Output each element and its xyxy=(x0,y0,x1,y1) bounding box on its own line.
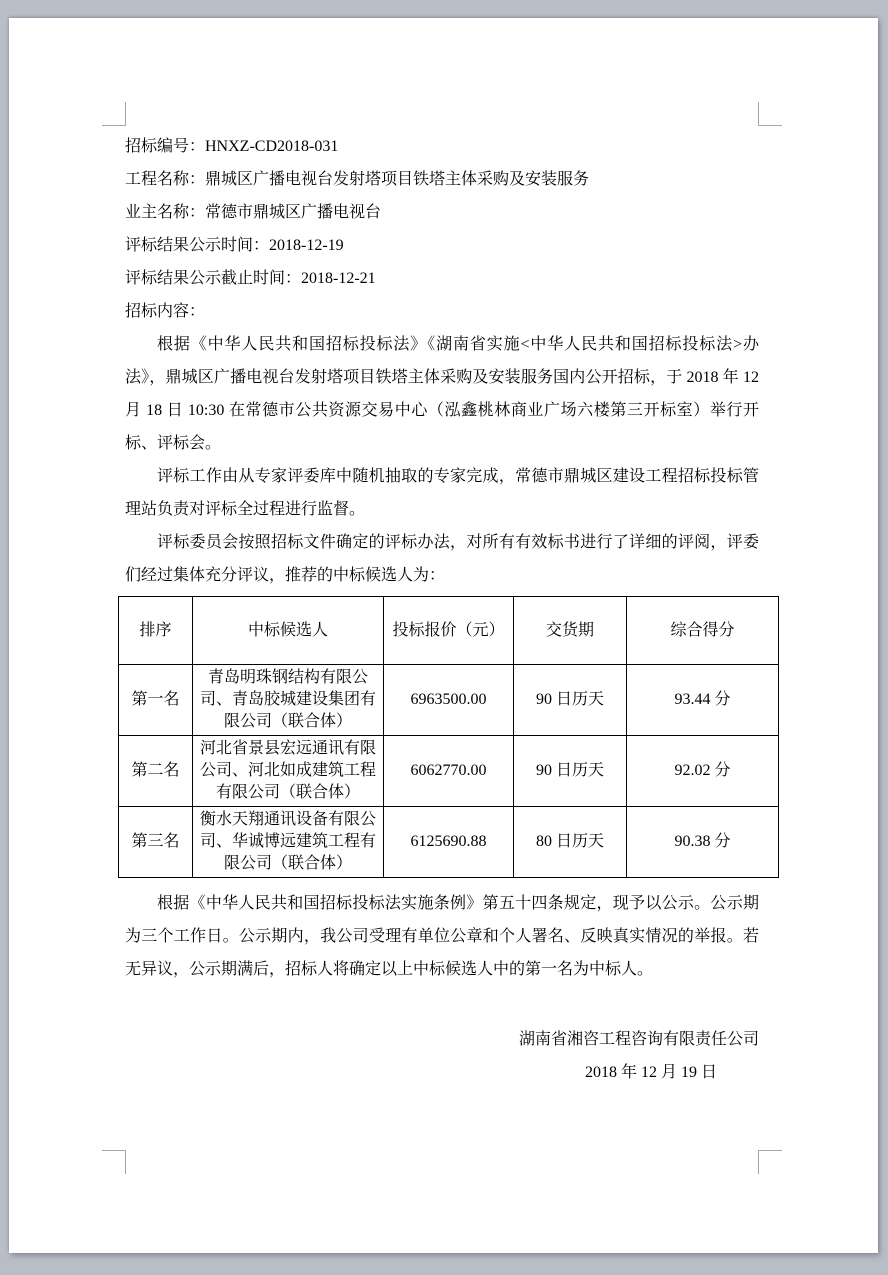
table-row xyxy=(119,736,779,807)
document-page xyxy=(9,18,878,1253)
table-header-bid-price: 投标报价（元） xyxy=(384,597,514,665)
table-cell-rank: 第三名 xyxy=(119,807,193,878)
table-cell-delivery-term: 90 日历天 xyxy=(514,736,627,807)
table-cell-rank: 第二名 xyxy=(119,736,193,807)
table-cell-rank: 第一名 xyxy=(119,665,193,736)
signature-company: 湖南省湘咨工程咨询有限责任公司 xyxy=(518,1031,759,1048)
meta-line-tender-content-label: 招标内容： xyxy=(125,303,206,320)
signature-block xyxy=(125,1023,759,1089)
margin-crop-mark-top-left xyxy=(102,102,126,126)
table-header-rank: 排序 xyxy=(119,597,193,665)
table-cell-score: 92.02 分 xyxy=(627,736,779,807)
table-header-row xyxy=(119,597,779,665)
table-cell-bid-price: 6125690.88 xyxy=(384,807,514,878)
meta-line-publicity-deadline: 评标结果公示截止时间：2018-12-21 xyxy=(125,270,376,287)
margin-crop-mark-bottom-right xyxy=(758,1150,782,1174)
meta-line-publicity-date: 评标结果公示时间：2018-12-19 xyxy=(125,237,344,254)
table-cell-delivery-term: 90 日历天 xyxy=(514,665,627,736)
table-row xyxy=(119,665,779,736)
table-cell-bid-price: 6062770.00 xyxy=(384,736,514,807)
meta-line-owner-name: 业主名称：常德市鼎城区广播电视台 xyxy=(125,204,382,221)
paragraph-publicity-notice: 根据《中华人民共和国招标投标法实施条例》第五十四条规定，现予以公示。公示期为三个工作日。公示期内，我公司受理有单位公章和个人署名、反映真实情况的举报。若无异议，公示期满后，招标人将确定以上中标候选人中的第一名为中标人。 xyxy=(125,895,759,978)
meta-line-tender-number: 招标编号：HNXZ-CD2018-031 xyxy=(125,138,339,155)
margin-crop-mark-top-right xyxy=(758,102,782,126)
meta-line-project-name: 工程名称：鼎城区广播电视台发射塔项目铁塔主体采购及安装服务 xyxy=(125,171,590,188)
margin-crop-mark-bottom-left xyxy=(102,1150,126,1174)
table-cell-delivery-term: 80 日历天 xyxy=(514,807,627,878)
paragraph-candidates-intro: 评标委员会按照招标文件确定的评标办法，对所有有效标书进行了详细的评阅，评委们经过集体充分评议，推荐的中标候选人为： xyxy=(125,534,759,584)
table-cell-candidate: 青岛明珠钢结构有限公司、青岛胶城建设集团有限公司（联合体） xyxy=(193,665,384,736)
table-header-score: 综合得分 xyxy=(627,597,779,665)
bid-candidates-table xyxy=(118,596,779,878)
table-cell-candidate: 衡水天翔通讯设备有限公司、华诚博远建筑工程有限公司（联合体） xyxy=(193,807,384,878)
table-cell-score: 90.38 分 xyxy=(627,807,779,878)
table-row xyxy=(119,807,779,878)
paragraph-opening-bid: 根据《中华人民共和国招标投标法》《湖南省实施<中华人民共和国招标投标法>办法》，鼎城区广播电视台发射塔项目铁塔主体采购及安装服务国内公开招标，于 2018 年 12 月 18 日 10:30 在常德市公共资源交易中心（泓鑫桃林商业广场六楼第三开标室）举行开标、评标会。 xyxy=(125,336,759,452)
table-cell-bid-price: 6963500.00 xyxy=(384,665,514,736)
table-header-candidate: 中标候选人 xyxy=(193,597,384,665)
document-body xyxy=(125,130,759,1089)
paragraph-evaluation-supervision: 评标工作由从专家评委库中随机抽取的专家完成，常德市鼎城区建设工程招标投标管理站负责对评标全过程进行监督。 xyxy=(125,468,759,518)
signature-date: 2018 年 12 月 19 日 xyxy=(584,1064,717,1081)
table-header-delivery-term: 交货期 xyxy=(514,597,627,665)
table-cell-candidate: 河北省景县宏远通讯有限公司、河北如成建筑工程有限公司（联合体） xyxy=(193,736,384,807)
table-cell-score: 93.44 分 xyxy=(627,665,779,736)
